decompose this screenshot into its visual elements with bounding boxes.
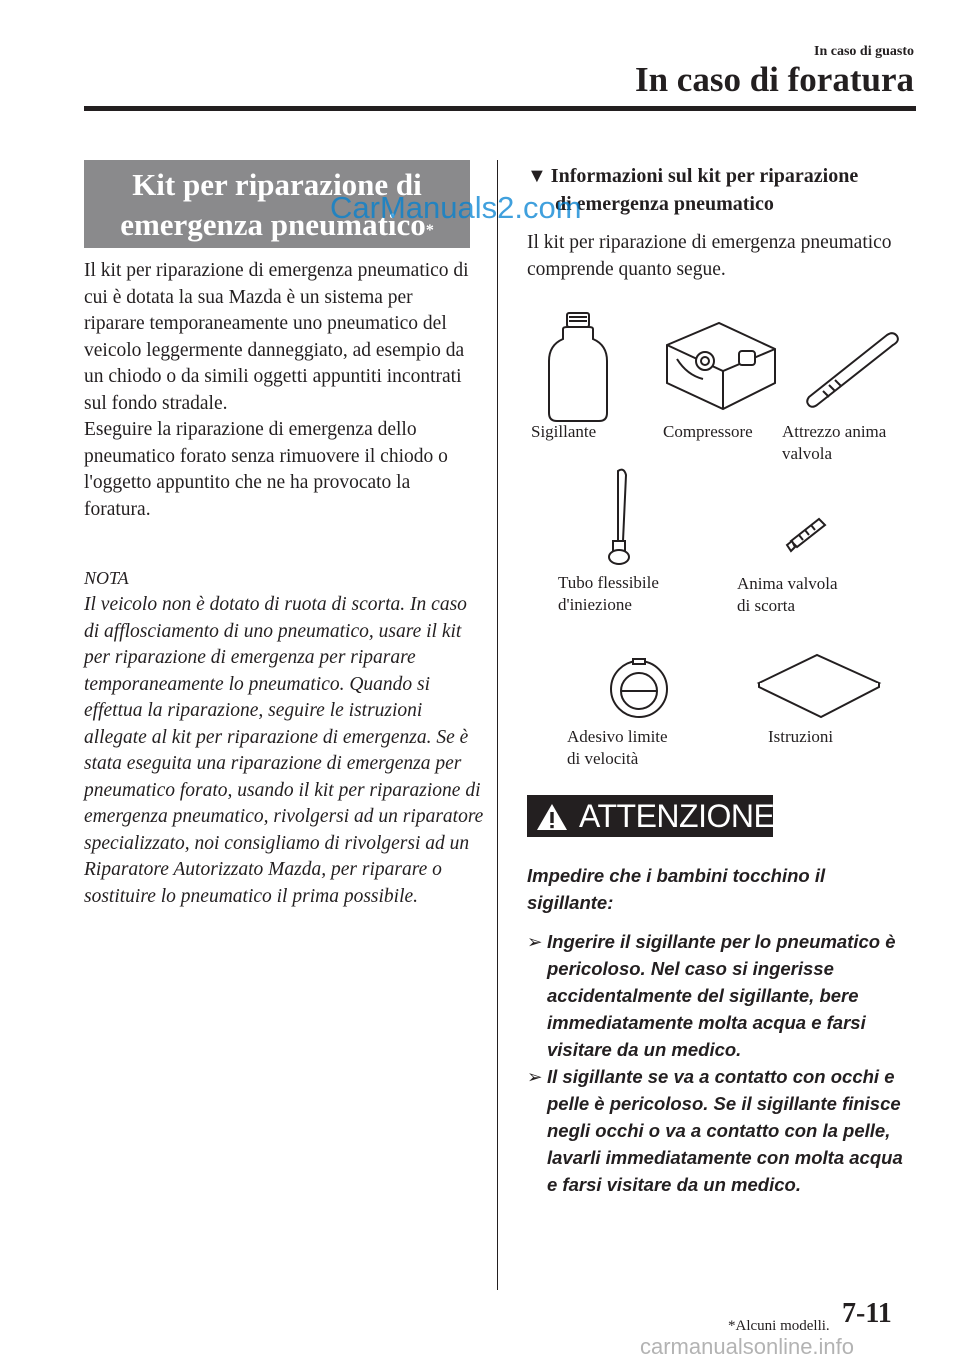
- label-spare-valve-core-line2: di scorta: [737, 596, 796, 615]
- kit-info-text: Il kit per riparazione di emergenza pneumatico comprende quanto segue.: [527, 232, 892, 280]
- label-valve-tool-line2: valvola: [782, 444, 833, 463]
- label-injection-hose-line2: d'iniezione: [558, 595, 632, 614]
- compressor-icon: [667, 323, 775, 409]
- note-text: Il veicolo non è dotato di ruota di scorta. In caso di afflosciamento di uno pneumatico, usare il kit per riparazione di emergenza per riparare temporaneamente lo pneumatico. Quando si effettua la riparazione, seguire le istruzioni allegate al kit per riparazione di emergenza. Se è stata eseguita una riparazione di emergenza per pneumatico forato, usando il kit per riparazione di emergenza pneumatico, rivolgersi ad un riparatore specializzato, noi consigliamo di rivolgersi ad un Riparatore Autorizzato Mazda, per riparare o sostituire lo pneumatico il prima possibile.: [84, 594, 484, 907]
- warning-bullet-2: [527, 1063, 907, 1198]
- instructions-booklet-icon: [759, 655, 879, 717]
- intro-text: [84, 258, 474, 523]
- section-title-line1: Kit per riparazione di: [132, 167, 422, 202]
- warning-bullet-1-text: Ingerire il sigillante per lo pneumatico è pericoloso. Nel caso si ingerisse accidentalmente del sigillante, bere immediatamente molta acqua e farsi visitare da un medico.: [547, 931, 896, 1060]
- valve-tool-icon: [807, 333, 898, 407]
- label-valve-tool-line1: Attrezzo anima: [782, 422, 887, 441]
- warning-triangle-icon: [535, 802, 569, 832]
- injection-hose-icon: [609, 470, 629, 564]
- warning-bullet-2-text: Il sigillante se va a contatto con occhi e pelle è pericoloso. Se il sigillante finisce negli occhi o va a contatto con la pelle, lavarli immediatamente con molta acqua e farsi visitare da un medico.: [547, 1066, 903, 1195]
- intro-paragraph-2: Eseguire la riparazione di emergenza dello pneumatico forato senza rimuovere il chiodo o l'oggetto appuntito che ne ha provocato la foratura.: [84, 419, 448, 520]
- label-sealant: Sigillante: [531, 422, 597, 441]
- kit-info-heading: [527, 162, 927, 218]
- warning-banner: ATTENZIONE: [527, 795, 773, 837]
- kit-info-heading-line2: di emergenza pneumatico: [555, 193, 774, 215]
- kit-illustrations: [527, 305, 927, 745]
- label-spare-valve-core: [737, 573, 838, 617]
- heading-triangle-icon: ▼: [527, 165, 547, 187]
- intro-paragraph-1: Il kit per riparazione di emergenza pneumatico di cui è dotata la sua Mazda è un sistema per riparare temporaneamente uno pneumatico del veicolo leggermente danneggiato, ad esempio da un chiodo o da simili oggetti appuntiti incontrati sul fondo stradale.: [84, 260, 469, 414]
- label-compressor: Compressore: [663, 422, 753, 441]
- warning-intro: Impedire che i bambini tocchino il sigillante:: [527, 865, 826, 913]
- optional-marker: *: [425, 222, 434, 239]
- label-speed-sticker: [567, 726, 668, 770]
- section-title: In caso di guasto: [814, 44, 914, 59]
- watermark-bottom: carmanualsonline.info: [640, 1334, 855, 1359]
- label-speed-sticker-line1: Adesivo limite: [567, 727, 668, 746]
- header-rule: [84, 106, 916, 111]
- kit-info-heading-line1: Informazioni sul kit per riparazione: [550, 165, 859, 187]
- page-number: 7-11: [842, 1298, 892, 1329]
- label-injection-hose: [558, 572, 659, 616]
- label-valve-tool: [782, 421, 886, 465]
- watermark-top: CarManuals2.com: [330, 190, 582, 225]
- section-title-line2: emergenza pneumatico: [120, 207, 426, 242]
- bullet-arrow-icon: ➢: [527, 1066, 543, 1087]
- page-title: In caso di foratura: [634, 60, 914, 99]
- column-divider: [497, 160, 498, 1290]
- sealant-bottle-icon: [549, 313, 607, 421]
- footnote: *Alcuni modelli.: [728, 1318, 830, 1334]
- bullet-arrow-icon: ➢: [527, 931, 543, 952]
- label-spare-valve-core-line1: Anima valvola: [737, 574, 838, 593]
- note-label: NOTA: [84, 568, 129, 588]
- label-speed-sticker-line2: di velocità: [567, 749, 639, 768]
- label-injection-hose-line1: Tubo flessibile: [558, 573, 659, 592]
- speed-limit-sticker-icon: [611, 659, 667, 717]
- spare-valve-core-icon: [787, 519, 825, 551]
- warning-bullet-1: [527, 928, 907, 1063]
- label-instructions: Istruzioni: [768, 727, 834, 746]
